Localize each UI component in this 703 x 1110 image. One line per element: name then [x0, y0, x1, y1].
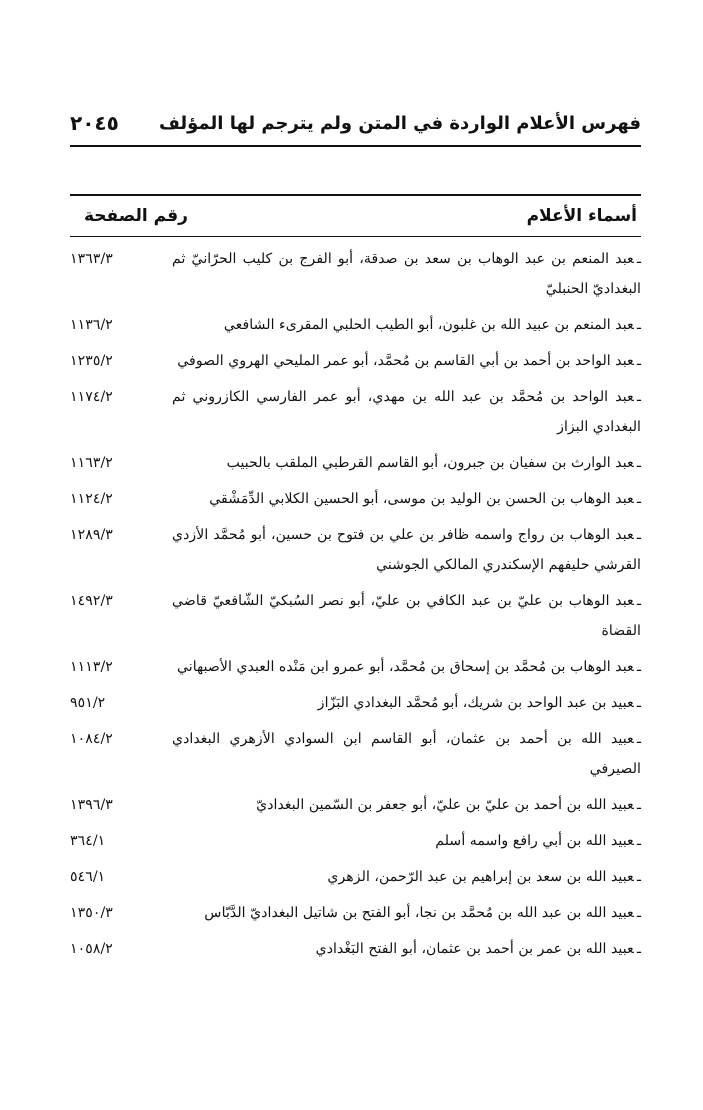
running-header	[70, 108, 641, 138]
entry-name: عبد الوهاب بن مُحمَّد بن إسحاق بن مُحمَّد، أبو عمرو ابن مَنْده العبدي الأصبهاني	[176, 659, 634, 675]
entry-text	[162, 448, 641, 478]
index-entry	[70, 652, 641, 682]
entry-name: عبد الوارث بن سفيان بن جبرون، أبو القاسم القرطبي الملقب بالحبيب	[226, 455, 634, 471]
running-title: فهرس الأعلام الواردة في المتن ولم يترجم لها المؤلف	[158, 112, 641, 134]
index-entry	[70, 826, 641, 856]
index-entry	[70, 934, 641, 964]
entry-name: عبيد الله بن أحمد بن عليّ بن عليّ، أبو جعفر بن السّمين البغداديّ	[256, 797, 634, 813]
index-entry	[70, 484, 641, 514]
entry-dash: ـ	[636, 251, 641, 267]
entry-page-ref: ١٤٩٢/٣	[70, 593, 113, 609]
entry-page-ref: ١١٣٦/٢	[70, 317, 113, 333]
entry-dash: ـ	[636, 455, 641, 471]
entry-text	[162, 346, 641, 376]
entry-page-ref: ١١٧٤/٢	[70, 389, 113, 405]
table-header-rule	[70, 236, 641, 237]
index-entry	[70, 310, 641, 340]
entry-dash: ـ	[636, 353, 641, 369]
entry-text	[162, 310, 641, 340]
entry-text	[162, 586, 641, 646]
entry-name: عبد الواحد بن أحمد بن أبي القاسم بن مُحمَّد، أبو عمر المليحي الهروي الصوفي	[177, 353, 634, 369]
entry-dash: ـ	[636, 869, 641, 885]
entry-page-ref: ١٣٥٠/٣	[70, 905, 113, 921]
entry-page-ref: ٩٥١/٢	[70, 695, 106, 711]
entry-page-ref: ١١٦٣/٢	[70, 455, 113, 471]
index-entry	[70, 688, 641, 718]
entry-text	[162, 826, 641, 856]
entry-dash: ـ	[636, 527, 641, 543]
entry-page-ref: ١٢٣٥/٢	[70, 353, 113, 369]
entry-page-ref: ١٣٦٣/٣	[70, 251, 113, 267]
table-top-rule	[70, 194, 641, 196]
entry-page-ref: ١٠٥٨/٢	[70, 941, 113, 957]
entry-name: عبد الوهاب بن الحسن بن الوليد بن موسى، أبو الحسين الكلابي الدِّمَشْقي	[209, 491, 634, 507]
table-header	[70, 198, 641, 234]
entry-name: عبيد الله بن سعد بن إبراهيم بن عبد الرّحمن، الزهري	[327, 869, 634, 885]
entry-text	[162, 652, 641, 682]
entry-text	[162, 898, 641, 928]
entry-page-ref: ١٣٩٦/٣	[70, 797, 113, 813]
page-column-header: رقم الصفحة	[84, 206, 188, 226]
page-number: ٢٠٤٥	[70, 111, 119, 135]
index-entry	[70, 898, 641, 928]
index-entry	[70, 244, 641, 304]
entry-name: عبيد الله بن أبي رافع واسمه أسلم	[435, 833, 634, 849]
entry-dash: ـ	[636, 317, 641, 333]
entry-page-ref: ١٠٨٤/٢	[70, 731, 113, 747]
entry-text	[162, 382, 641, 442]
entry-page-ref: ١٢٨٩/٣	[70, 527, 113, 543]
entry-dash: ـ	[636, 797, 641, 813]
entry-page-ref: ٣٦٤/١	[70, 833, 106, 849]
entry-name: عبد الواحد بن مُحمَّد بن عبد الله بن مهدي، أبو عمر الفارسي الكازروني ثم البغدادي البزاز	[172, 389, 641, 435]
entry-dash: ـ	[636, 593, 641, 609]
index-entries	[70, 244, 641, 970]
index-entry	[70, 724, 641, 784]
entry-dash: ـ	[636, 695, 641, 711]
index-entry	[70, 586, 641, 646]
entry-dash: ـ	[636, 833, 641, 849]
header-rule	[70, 145, 641, 147]
entry-name: عبيد بن عبد الواحد بن شريك، أبو مُحمَّد البغدادي البَزّاز	[317, 695, 634, 711]
entry-page-ref: ١١٢٤/٢	[70, 491, 113, 507]
entry-dash: ـ	[636, 389, 641, 405]
index-entry	[70, 346, 641, 376]
entry-name: عبد المنعم بن عبد الوهاب بن سعد بن صدقة، أبو الفرج بن كليب الحرّانيّ ثم البغداديّ الحنبليّ	[172, 251, 641, 297]
entry-dash: ـ	[636, 941, 641, 957]
entry-name: عبد الوهاب بن رواج واسمه ظافر بن علي بن فتوح بن حسين، أبو مُحمَّد الأزدي القرشي حليفهم الإسكندري المالكي الجوشني	[172, 527, 641, 573]
entry-text	[162, 790, 641, 820]
names-column-header: أسماء الأعلام	[526, 206, 637, 226]
index-entry	[70, 862, 641, 892]
entry-name: عبيد الله بن عبد الله بن مُحمَّد بن نجا، أبو الفتح بن شاتيل البغداديّ الدَّبّاس	[204, 905, 634, 921]
entry-name: عبيد الله بن عمر بن أحمد بن عثمان، أبو الفتح البَغْدادي	[315, 941, 634, 957]
entry-page-ref: ٥٤٦/١	[70, 869, 106, 885]
entry-page-ref: ١١١٣/٢	[70, 659, 113, 675]
entry-text	[162, 862, 641, 892]
entry-text	[162, 934, 641, 964]
entry-name: عبد الوهاب بن عليّ بن عبد الكافي بن عليّ، أبو نصر السُبكيّ الشّافعيّ قاضي القضاة	[172, 593, 641, 639]
index-entry	[70, 790, 641, 820]
entry-text	[162, 688, 641, 718]
entry-dash: ـ	[636, 659, 641, 675]
entry-name: عبد المنعم بن عبيد الله بن غلبون، أبو الطيب الحلبي المقرىء الشافعي	[223, 317, 634, 333]
entry-name: عبيد الله بن أحمد بن عثمان، أبو القاسم ابن السوادي الأزهري البغدادي الصيرفي	[172, 731, 641, 777]
entry-dash: ـ	[636, 905, 641, 921]
entry-text	[162, 244, 641, 304]
entry-dash: ـ	[636, 491, 641, 507]
entry-text	[162, 484, 641, 514]
index-entry	[70, 520, 641, 580]
entry-dash: ـ	[636, 731, 641, 747]
entry-text	[162, 724, 641, 784]
entry-text	[162, 520, 641, 580]
index-entry	[70, 382, 641, 442]
index-entry	[70, 448, 641, 478]
